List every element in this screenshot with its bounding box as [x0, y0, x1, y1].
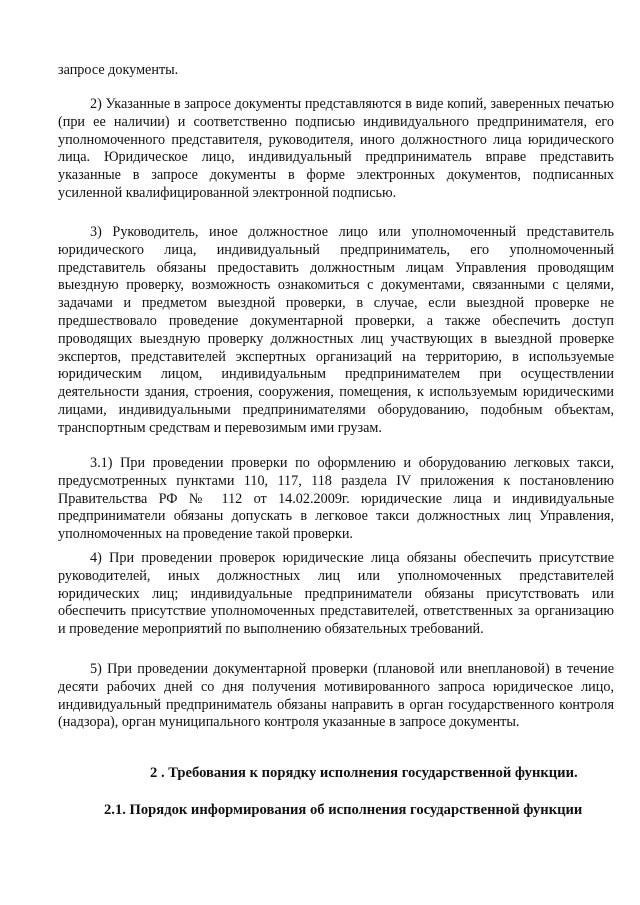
paragraph-4: 4) При проведении проверок юридические лица обязаны обеспечить присутствие руководителей, иных должностных лиц или уполномоченных представителей юридических лиц; индивидуальные предприниматели обязаны присутствовать или обеспечить присутствие уполномоченных представителей, ответственных за организацию и проведение мероприятий по выполнению обязательных требований.	[58, 550, 614, 638]
paragraph-3-1: 3.1) При проведении проверки по оформлению и оборудованию легковых такси, предусмотренных пунктами 110, 117, 118 раздела IV приложения к постановлению Правительства РФ № 112 от 14.02.2009г. юридические лица и индивидуальные предприниматели обязаны допускать в легковое такси должностных лиц Управления, уполномоченных на проведение такой проверки.	[58, 455, 614, 543]
section-heading-2-1: 2.1. Порядок информирования об исполнения государственной функции	[104, 802, 583, 818]
paragraph-3: 3) Руководитель, иное должностное лицо или уполномоченный представитель юридического лица, индивидуальный предприниматель, его уполномоченный представитель обязаны предоставить должностным лицам Управления проводящим выездную проверку, возможность ознакомиться с документами, связанными с целями, задачами и предметом выездной проверки, в случае, если выездной проверке не предшествовало проведение документарной проверки, а также обеспечить доступ проводящих выездную проверку должностных лиц участвующих в выездной проверке экспертов, представителей экспертных организаций на территорию, в используемые юридическим лицом, индивидуальным предпринимателем при осуществлении деятельности здания, строения, сооружения, помещения, к используемым юридическими лицами, индивидуальными предпринимателями оборудованию, подобным объектам, транспортным средствам и перевозимым ими грузам.	[58, 224, 614, 436]
paragraph-continuation: запросе документы.	[58, 62, 179, 78]
section-heading-2: 2 . Требования к порядку исполнения государственной функции.	[150, 765, 578, 781]
paragraph-2: 2) Указанные в запросе документы представляются в виде копий, заверенных печатью (при ее наличии) и соответственно подписью индивидуального предпринимателя, его уполномоченного представителя, руководителя, иного должностного лица юридического лица. Юридическое лицо, индивидуальный предприниматель вправе представить указанные в запросе документы в форме электронных документов, подписанных усиленной квалифицированной электронной подписью.	[58, 96, 614, 201]
paragraph-5: 5) При проведении документарной проверки (плановой или внеплановой) в течение десяти рабочих дней со дня получения мотивированного запроса юридическое лицо, индивидуальный предприниматель обязаны направить в орган государственного контроля (надзора), орган муниципального контроля указанные в запросе документы.	[58, 661, 614, 731]
